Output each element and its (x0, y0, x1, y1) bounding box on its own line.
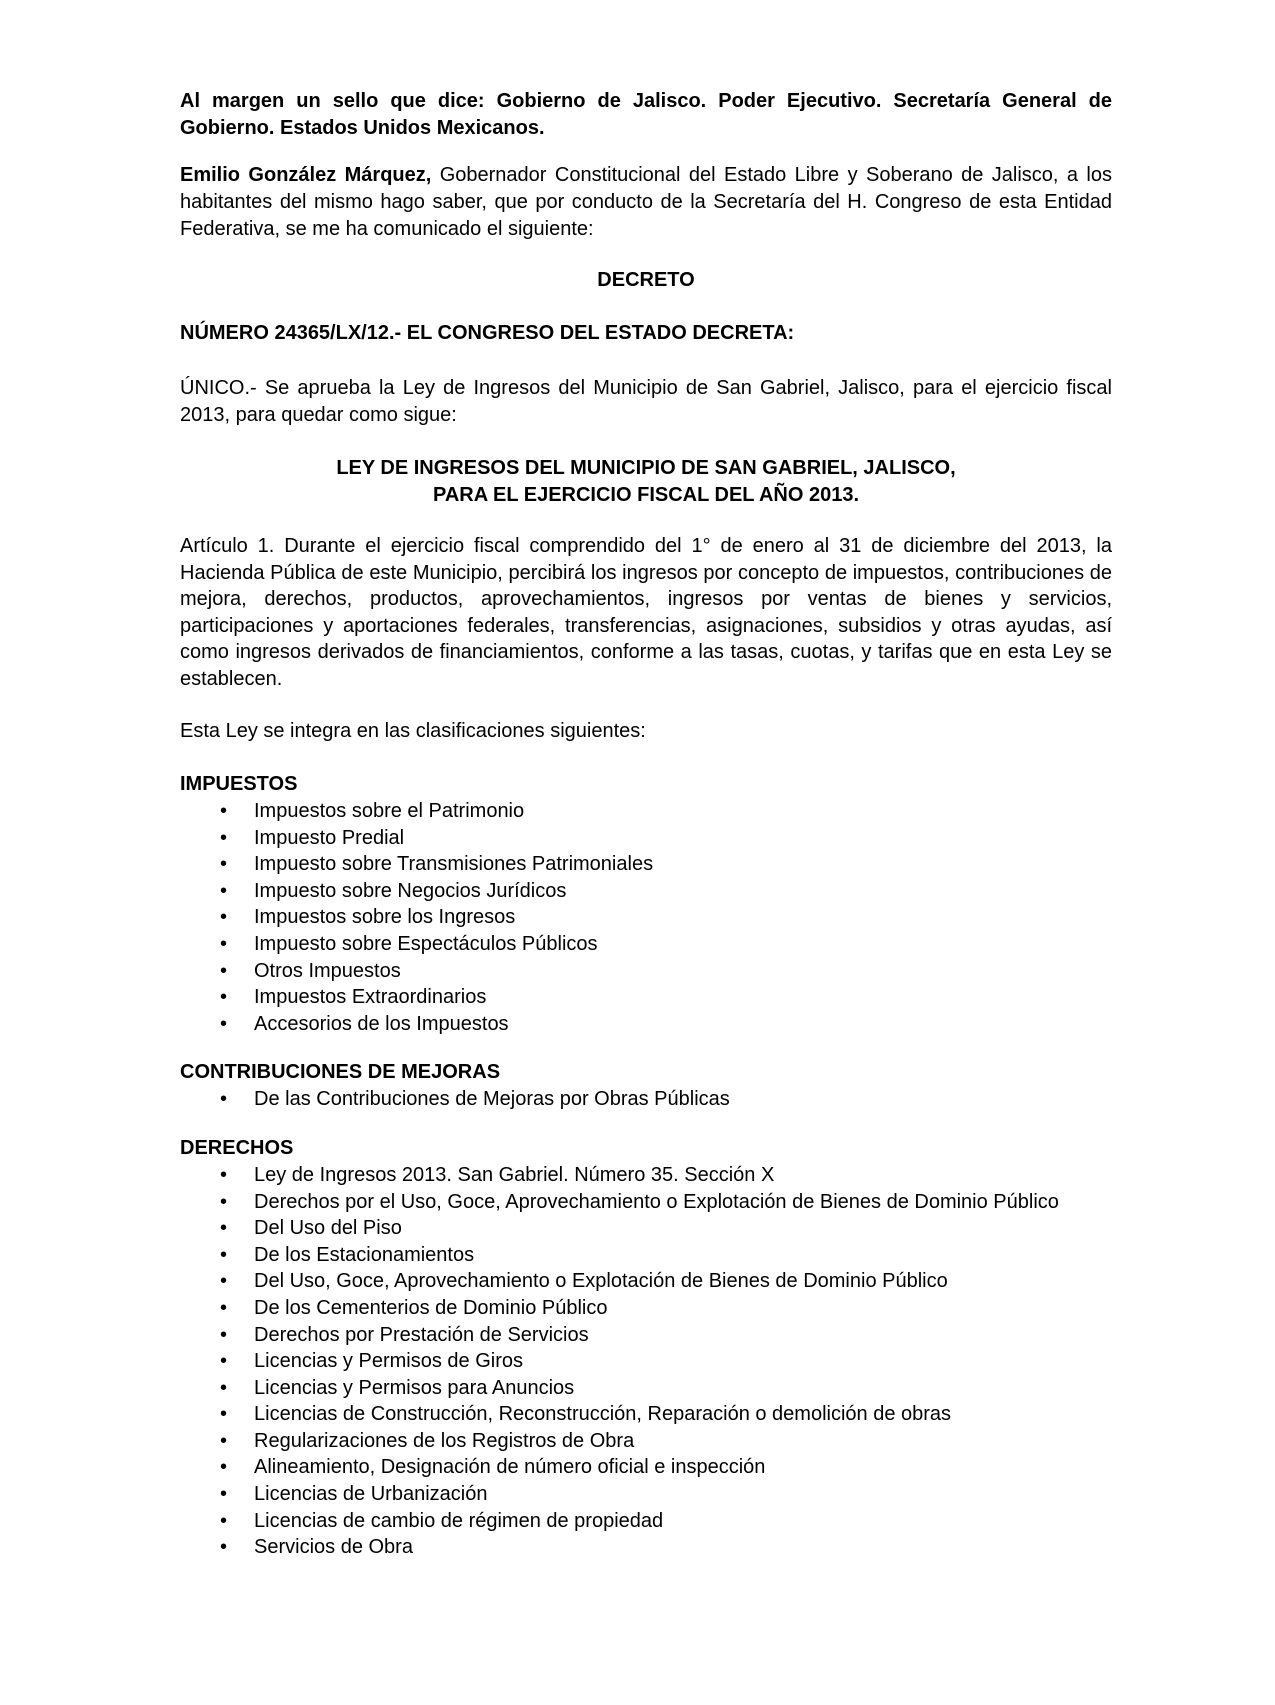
bullet-icon: • (220, 1190, 228, 1213)
list-item-text: Impuestos Extraordinarios (254, 986, 487, 1009)
section-list (180, 1162, 1112, 1561)
list-item-text: Alineamiento, Designación de número oficial e inspección (254, 1456, 766, 1479)
list-item-text: Derechos por el Uso, Goce, Aprovechamiento o Explotación de Bienes de Dominio Público (254, 1190, 1059, 1213)
classification-sections (180, 771, 1112, 1561)
list-item (180, 1215, 1112, 1242)
bullet-icon: • (220, 1350, 228, 1373)
bullet-icon: • (220, 1403, 228, 1426)
article-1: Artículo 1. Durante el ejercicio fiscal comprendido del 1° de enero al 31 de diciembre del 2013, la Hacienda Pública de este Municipio, percibirá los ingresos por concepto de impuestos, contribuciones de mejora, derechos, productos, aprovechamientos, ingresos por ventas de bienes y servicios, participaciones y aportaciones federales, transferencias, asignaciones, subsidios y otras ayudas, así como ingresos derivados de financiamientos, conforme a las tasas, cuotas, y tarifas que en esta Ley se establecen. (180, 535, 1112, 690)
list-item (180, 825, 1112, 852)
list-item (180, 1322, 1112, 1349)
governor-name: Emilio González Márquez, (180, 164, 432, 186)
list-item (180, 931, 1112, 958)
list-item-text: Accesorios de los Impuestos (254, 1012, 509, 1035)
list-item-text: Impuestos sobre el Patrimonio (254, 800, 525, 822)
unico-paragraph: ÚNICO.- Se aprueba la Ley de Ingresos del Municipio de San Gabriel, Jalisco, para el ejercicio fiscal 2013, para quedar como sigue: (180, 377, 1112, 426)
list-item (180, 1242, 1112, 1269)
list-item (180, 1189, 1112, 1216)
bullet-icon: • (220, 1429, 228, 1452)
bullet-icon: • (220, 1012, 228, 1035)
list-item-text: Del Uso, Goce, Aprovechamiento o Explotación de Bienes de Dominio Público (254, 1270, 948, 1293)
decree-heading: DECRETO (597, 269, 695, 291)
decree-number: NÚMERO 24365/LX/12.- EL CONGRESO DEL ESTADO DECRETA: (180, 322, 795, 344)
intro-text: Gobernador Constitucional del Estado Libre y Soberano de Jalisco, a los habitantes del mismo hago saber, que por conducto de la Secretaría del H. Congreso de esta Entidad Federativa, se me ha comunicado el siguiente: (180, 164, 1112, 240)
bullet-icon: • (220, 906, 228, 929)
list-item-text: Servicios de Obra (254, 1536, 413, 1559)
bullet-icon: • (220, 1163, 228, 1186)
list-item-text: De las Contribuciones de Mejoras por Obras Públicas (254, 1088, 730, 1111)
law-title-line-1: LEY DE INGRESOS DEL MUNICIPIO DE SAN GABRIEL, JALISCO, (336, 457, 956, 479)
list-item (180, 1401, 1112, 1428)
bullet-icon: • (220, 826, 228, 849)
bullet-icon: • (220, 1217, 228, 1240)
list-item-text: Ley de Ingresos 2013. San Gabriel. Número 35. Sección X (254, 1163, 775, 1186)
bullet-icon: • (220, 1323, 228, 1346)
list-item (180, 851, 1112, 878)
list-item-text: Licencias de Construcción, Reconstrucción, Reparación o demolición de obras (254, 1403, 952, 1426)
list-item-text: Impuesto Predial (254, 826, 405, 849)
stamp-note: Al margen un sello que dice: Gobierno de Jalisco. Poder Ejecutivo. Secretaría General de Gobierno. Estados Unidos Mexicanos. (180, 90, 1112, 139)
list-item-text: Licencias de Urbanización (254, 1483, 488, 1506)
section-title: IMPUESTOS (180, 773, 298, 795)
list-item-text: Otros Impuestos (254, 959, 401, 982)
section-list (180, 798, 1112, 1037)
list-item-text: Impuesto sobre Negocios Jurídicos (254, 879, 567, 902)
list-item (180, 984, 1112, 1011)
list-item-text: De los Cementerios de Dominio Público (254, 1296, 608, 1319)
intro-paragraph (180, 162, 1112, 243)
law-title-line-2: PARA EL EJERCICIO FISCAL DEL AÑO 2013. (432, 484, 860, 506)
list-item (180, 1011, 1112, 1038)
law-title (180, 455, 1112, 509)
section-title: CONTRIBUCIONES DE MEJORAS (180, 1061, 501, 1084)
bullet-icon: • (220, 1376, 228, 1399)
bullet-icon: • (220, 986, 228, 1009)
list-item-text: Licencias y Permisos de Giros (254, 1350, 523, 1373)
list-item-text: De los Estacionamientos (254, 1243, 475, 1266)
bullet-icon: • (220, 959, 228, 982)
list-item (180, 798, 1112, 825)
list-item (180, 1534, 1112, 1561)
section-list (180, 1086, 1112, 1113)
list-item (180, 904, 1112, 931)
list-item-text: Impuesto sobre Espectáculos Públicos (254, 932, 598, 955)
list-item (180, 958, 1112, 985)
list-item-text: Licencias y Permisos para Anuncios (254, 1376, 575, 1399)
list-item (180, 1508, 1112, 1535)
list-item (180, 1162, 1112, 1189)
bullet-icon: • (220, 1456, 228, 1479)
list-item (180, 1295, 1112, 1322)
list-item-text: Impuestos sobre los Ingresos (254, 906, 516, 929)
list-item-text: Licencias de cambio de régimen de propiedad (254, 1509, 664, 1532)
bullet-icon: • (220, 1088, 228, 1111)
list-item-text: Derechos por Prestación de Servicios (254, 1323, 589, 1346)
list-item-text: Regularizaciones de los Registros de Obra (254, 1429, 635, 1452)
bullet-icon: • (220, 1509, 228, 1532)
list-item (180, 1428, 1112, 1455)
bullet-icon: • (220, 1296, 228, 1319)
list-item (180, 1375, 1112, 1402)
list-item-text: Del Uso del Piso (254, 1217, 402, 1240)
list-item (180, 1086, 1112, 1113)
bullet-icon: • (220, 1243, 228, 1266)
bullet-icon: • (220, 1536, 228, 1559)
bullet-icon: • (220, 879, 228, 902)
list-item (180, 1454, 1112, 1481)
list-item (180, 1481, 1112, 1508)
list-item-text: Impuesto sobre Transmisiones Patrimoniales (254, 853, 654, 876)
bullet-icon: • (220, 1270, 228, 1293)
list-item (180, 878, 1112, 905)
bullet-icon: • (220, 853, 228, 876)
bullet-icon: • (220, 1483, 228, 1506)
section-title: DERECHOS (180, 1136, 294, 1159)
list-item (180, 1348, 1112, 1375)
classifications-intro: Esta Ley se integra en las clasificaciones siguientes: (180, 720, 646, 742)
bullet-icon: • (220, 932, 228, 955)
list-item (180, 1268, 1112, 1295)
bullet-icon: • (220, 800, 228, 822)
